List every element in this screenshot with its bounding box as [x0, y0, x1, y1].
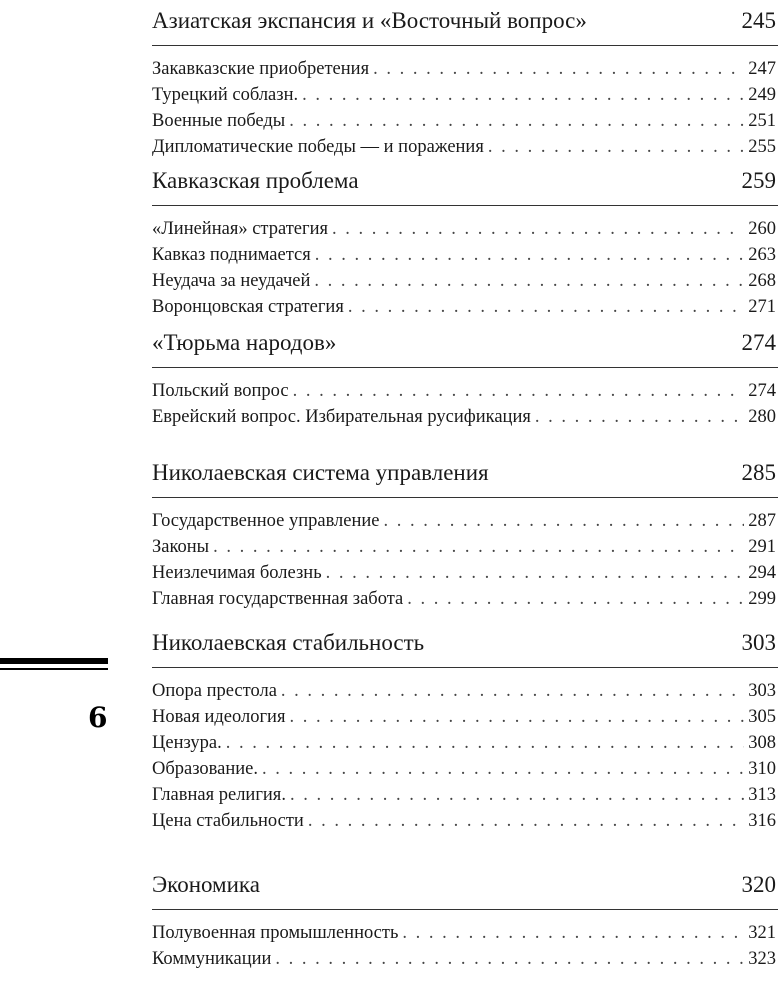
entry-title: Турецкий соблазн.	[152, 85, 299, 105]
entry-page-number: 255	[748, 137, 776, 157]
dot-leader	[314, 268, 744, 294]
chapter-page-number: 320	[741, 872, 776, 897]
dot-leader	[348, 294, 744, 320]
chapter-heading[interactable]	[152, 452, 778, 498]
entry-page-number: 294	[748, 563, 776, 583]
chapter-heading[interactable]	[152, 0, 778, 46]
toc-entry[interactable]	[152, 134, 778, 160]
toc-entry[interactable]	[152, 946, 778, 972]
chapter-title: Экономика	[152, 872, 260, 897]
section-list	[152, 206, 778, 320]
toc-entry[interactable]	[152, 378, 778, 404]
toc-entry[interactable]	[152, 108, 778, 134]
entry-page-number: 247	[748, 59, 776, 79]
entry-title: Главная государственная забота	[152, 589, 404, 609]
marker-thin-rule	[0, 668, 108, 670]
entry-title: Воронцовская стратегия	[152, 297, 344, 317]
dot-leader	[289, 704, 744, 730]
toc-entry[interactable]	[152, 294, 778, 320]
entry-page-number: 251	[748, 111, 776, 131]
dot-leader	[213, 534, 744, 560]
toc-entry[interactable]	[152, 920, 778, 946]
section-list	[152, 498, 778, 612]
marker-thick-rule	[0, 658, 108, 664]
entry-page-number: 305	[748, 707, 776, 727]
dot-leader	[315, 242, 744, 268]
entry-title: Неудача за неудачей	[152, 271, 311, 291]
entry-page-number: 321	[748, 923, 776, 943]
chapter-section	[152, 864, 778, 972]
entry-title: Государственное управление	[152, 511, 380, 531]
entry-title: Образование.	[152, 759, 259, 779]
entry-page-number: 280	[748, 407, 776, 427]
chapter-title: Азиатская экспансия и «Восточный вопрос»	[152, 8, 587, 33]
toc-entry[interactable]	[152, 268, 778, 294]
entry-page-number: 323	[748, 949, 776, 969]
toc-entry[interactable]	[152, 404, 778, 430]
entry-page-number: 310	[748, 759, 776, 779]
dot-leader	[326, 560, 745, 586]
dot-leader	[535, 404, 744, 430]
toc-entry[interactable]	[152, 56, 778, 82]
chapter-page-number: 285	[741, 460, 776, 485]
chapter-heading[interactable]	[152, 322, 778, 368]
chapter-heading[interactable]	[152, 622, 778, 668]
entry-title: Военные победы	[152, 111, 286, 131]
entry-page-number: 263	[748, 245, 776, 265]
dot-leader	[373, 56, 744, 82]
dot-leader	[281, 678, 744, 704]
entry-title: Закавказские приобретения	[152, 59, 370, 79]
toc-entry[interactable]	[152, 508, 778, 534]
entry-page-number: 308	[748, 733, 776, 753]
chapter-title: Кавказская проблема	[152, 168, 359, 193]
toc-entry[interactable]	[152, 678, 778, 704]
entry-page-number: 260	[748, 219, 776, 239]
dot-leader	[332, 216, 744, 242]
entry-title: Коммуникации	[152, 949, 272, 969]
dot-leader	[289, 108, 744, 134]
entry-title: Полувоенная промышленность	[152, 923, 399, 943]
entry-page-number: 313	[748, 785, 776, 805]
dot-leader	[488, 134, 744, 160]
chapter-page-number: 259	[741, 168, 776, 193]
dot-leader	[402, 920, 744, 946]
chapter-page-number: 274	[741, 330, 776, 355]
chapter-section	[152, 452, 778, 612]
entry-title: Законы	[152, 537, 210, 557]
entry-title: Польский вопрос	[152, 381, 289, 401]
dot-leader	[407, 586, 744, 612]
toc-entry[interactable]	[152, 756, 778, 782]
toc-entry[interactable]	[152, 730, 778, 756]
dot-leader	[293, 378, 745, 404]
toc-entry[interactable]	[152, 242, 778, 268]
entry-page-number: 291	[748, 537, 776, 557]
toc-entry[interactable]	[152, 534, 778, 560]
toc-entry[interactable]	[152, 782, 778, 808]
toc-entry[interactable]	[152, 216, 778, 242]
toc-entry[interactable]	[152, 586, 778, 612]
dot-leader	[308, 808, 744, 834]
entry-title: Еврейский вопрос. Избирательная русификация	[152, 407, 531, 427]
chapter-title: Николаевская система управления	[152, 460, 489, 485]
chapter-heading[interactable]	[152, 160, 778, 206]
section-list	[152, 46, 778, 160]
entry-title: Новая идеология	[152, 707, 286, 727]
dot-leader	[262, 756, 744, 782]
section-list	[152, 368, 778, 430]
entry-title: Главная религия.	[152, 785, 286, 805]
dot-leader	[275, 946, 744, 972]
entry-page-number: 274	[748, 381, 776, 401]
dot-leader	[302, 82, 744, 108]
entry-title: Неизлечимая болезнь	[152, 563, 322, 583]
entry-page-number: 271	[748, 297, 776, 317]
chapter-title: «Тюрьма народов»	[152, 330, 337, 355]
entry-page-number: 287	[748, 511, 776, 531]
dot-leader	[384, 508, 745, 534]
chapter-page-number: 303	[741, 630, 776, 655]
chapter-heading[interactable]	[152, 864, 778, 910]
entry-page-number: 316	[748, 811, 776, 831]
chapter-section	[152, 160, 778, 320]
toc-entry[interactable]	[152, 82, 778, 108]
entry-title: Кавказ поднимается	[152, 245, 311, 265]
toc-entry[interactable]	[152, 808, 778, 834]
dot-leader	[290, 782, 744, 808]
dot-leader	[226, 730, 745, 756]
entry-title: Цензура.	[152, 733, 222, 753]
entry-title: Опора престола	[152, 681, 277, 701]
toc-entry[interactable]	[152, 560, 778, 586]
chapter-section	[152, 322, 778, 430]
entry-title: Дипломатические победы — и поражения	[152, 137, 484, 157]
entry-title: Цена стабильности	[152, 811, 304, 831]
entry-title: «Линейная» стратегия	[152, 219, 329, 239]
chapter-section	[152, 0, 778, 160]
entry-page-number: 303	[748, 681, 776, 701]
toc-entry[interactable]	[152, 704, 778, 730]
chapter-page-number: 245	[741, 8, 776, 33]
section-list	[152, 910, 778, 972]
entry-page-number: 249	[748, 85, 776, 105]
page-number: 6	[88, 701, 108, 734]
entry-page-number: 268	[748, 271, 776, 291]
chapter-section	[152, 622, 778, 834]
page-number-marker	[0, 658, 108, 734]
section-list	[152, 668, 778, 834]
entry-page-number: 299	[748, 589, 776, 609]
chapter-title: Николаевская стабильность	[152, 630, 425, 655]
